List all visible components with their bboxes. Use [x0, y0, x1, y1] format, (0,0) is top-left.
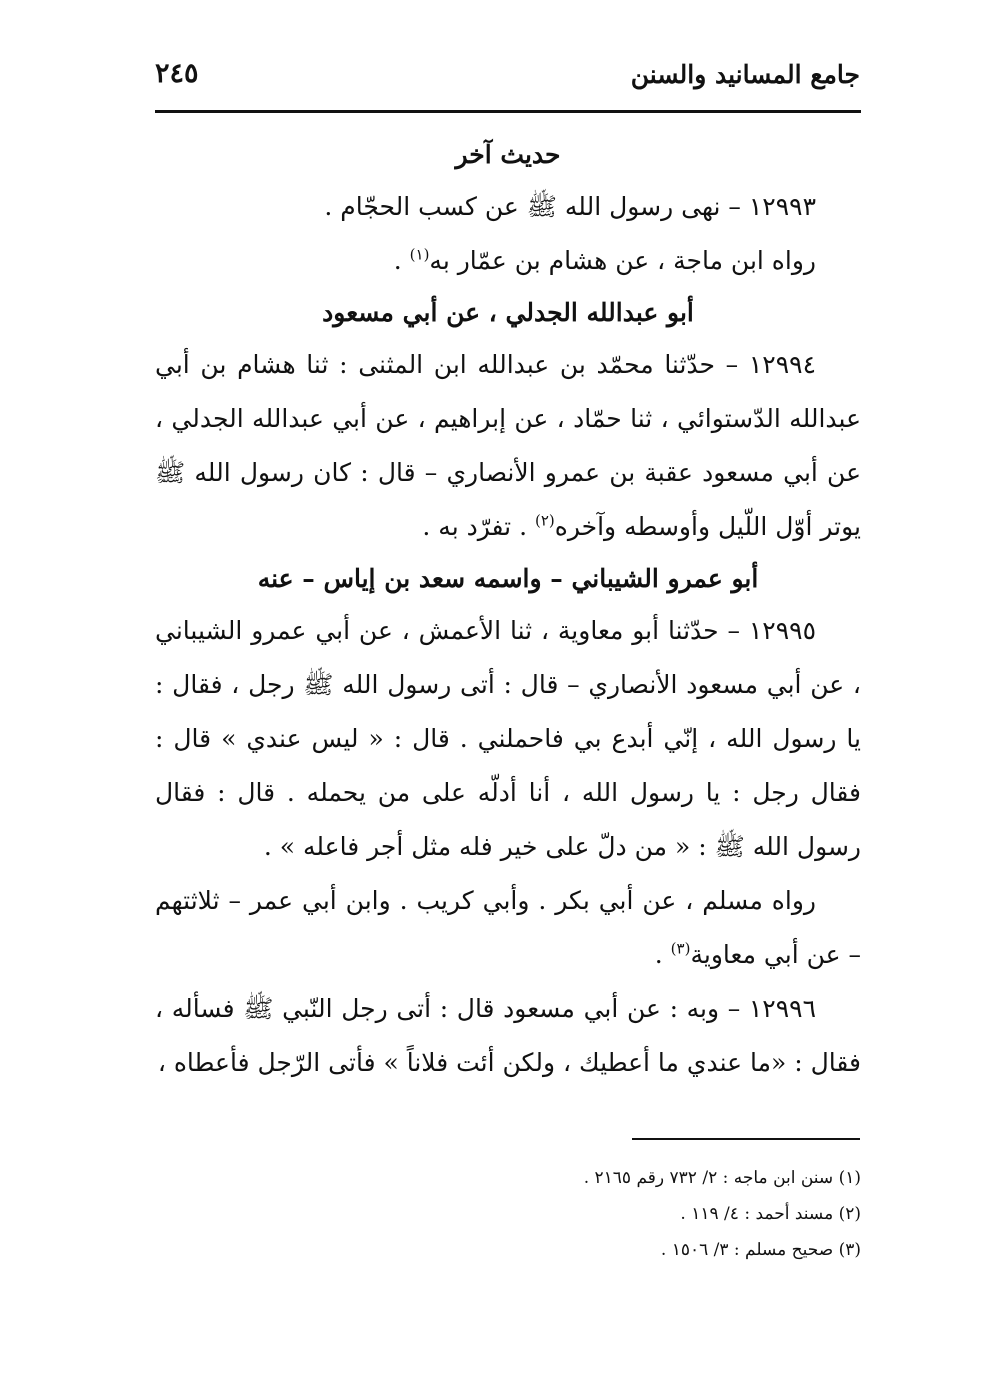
page-number: ٢٤٥ [155, 58, 199, 89]
footnote-ref-1: (١) [409, 245, 430, 264]
hadith-12993: ١٢٩٩٣ – نهى رسول الله ﷺ عن كسب الحجّام . [324, 192, 816, 221]
section-heading: حديث آخر [455, 140, 561, 169]
main-text [155, 130, 861, 1090]
hadith-12995: ١٢٩٩٥ – حدّثنا أبو معاوية ، ثنا الأعمش ، عن أبي عمرو الشيباني ، عن أبي مسعود الأنصاري – قال : أتى رسول الله ﷺ رجل ، فقال : يا رسول الله ، إنّي أبدع بي فاحملني . قال : « ليس عندي » قال : فقال رجل : يا رسول الله ، أنا أدلّه على من يحمله . قال : فقال رسول الله ﷺ : « من دلّ على خير فله مثل أجر فاعله » . [155, 616, 861, 861]
narration-text: رواه ابن ماجة ، عن هشام بن عمّار به [429, 246, 816, 275]
footnote-1: (١) سنن ابن ماجه : ٢/ ٧٣٢ رقم ٢١٦٥ . [583, 1168, 861, 1188]
section-heading: أبو عمرو الشيباني – واسمه سعد بن إياس – عنه [257, 564, 759, 593]
header-divider [155, 110, 861, 113]
footnote-ref-2: (٢) [534, 511, 555, 530]
page-header [155, 52, 860, 100]
hadith-12994 [155, 338, 861, 554]
narration-end: . [654, 940, 671, 969]
section-heading: أبو عبدالله الجدلي ، عن أبي مسعود [322, 298, 694, 327]
hadith-end: . تفرّد به . [422, 512, 535, 541]
narration-note [155, 874, 861, 982]
footnote-3: (٣) صحيح مسلم : ٣/ ١٥٠٦ . [660, 1240, 861, 1260]
footnote-divider [632, 1138, 860, 1140]
hadith-12996: ١٢٩٩٦ – وبه : عن أبي مسعود قال : أتى رجل النّبي ﷺ فسأله ، فقال : «ما عندي ما أعطيك ، ولكن أئت فلاناً » فأتى الرّجل فأعطاه ، [155, 994, 861, 1077]
footnotes [155, 1160, 861, 1268]
narration-note [155, 234, 861, 288]
footnote-2: (٢) مسند أحمد : ٤/ ١١٩ . [680, 1204, 861, 1224]
narration-text: رواه مسلم ، عن أبي بكر . وأبي كريب . وابن أبي عمر – ثلاثتهم – عن أبي معاوية [155, 886, 861, 969]
footnote-ref-3: (٣) [670, 939, 691, 958]
narration-end: . [393, 246, 410, 275]
book-title: جامع المسانيد والسنن [630, 60, 860, 89]
hadith-text: ١٢٩٩٤ – حدّثنا محمّد بن عبدالله ابن المثنى : ثنا هشام بن أبي عبدالله الدّستوائي ، ثنا حمّاد ، عن إبراهيم ، عن أبي عبدالله الجدلي ، عن أبي مسعود عقبة بن عمرو الأنصاري – قال : كان رسول الله ﷺ يوتر أوّل اللّيل وأوسطه وآخره [155, 350, 861, 541]
